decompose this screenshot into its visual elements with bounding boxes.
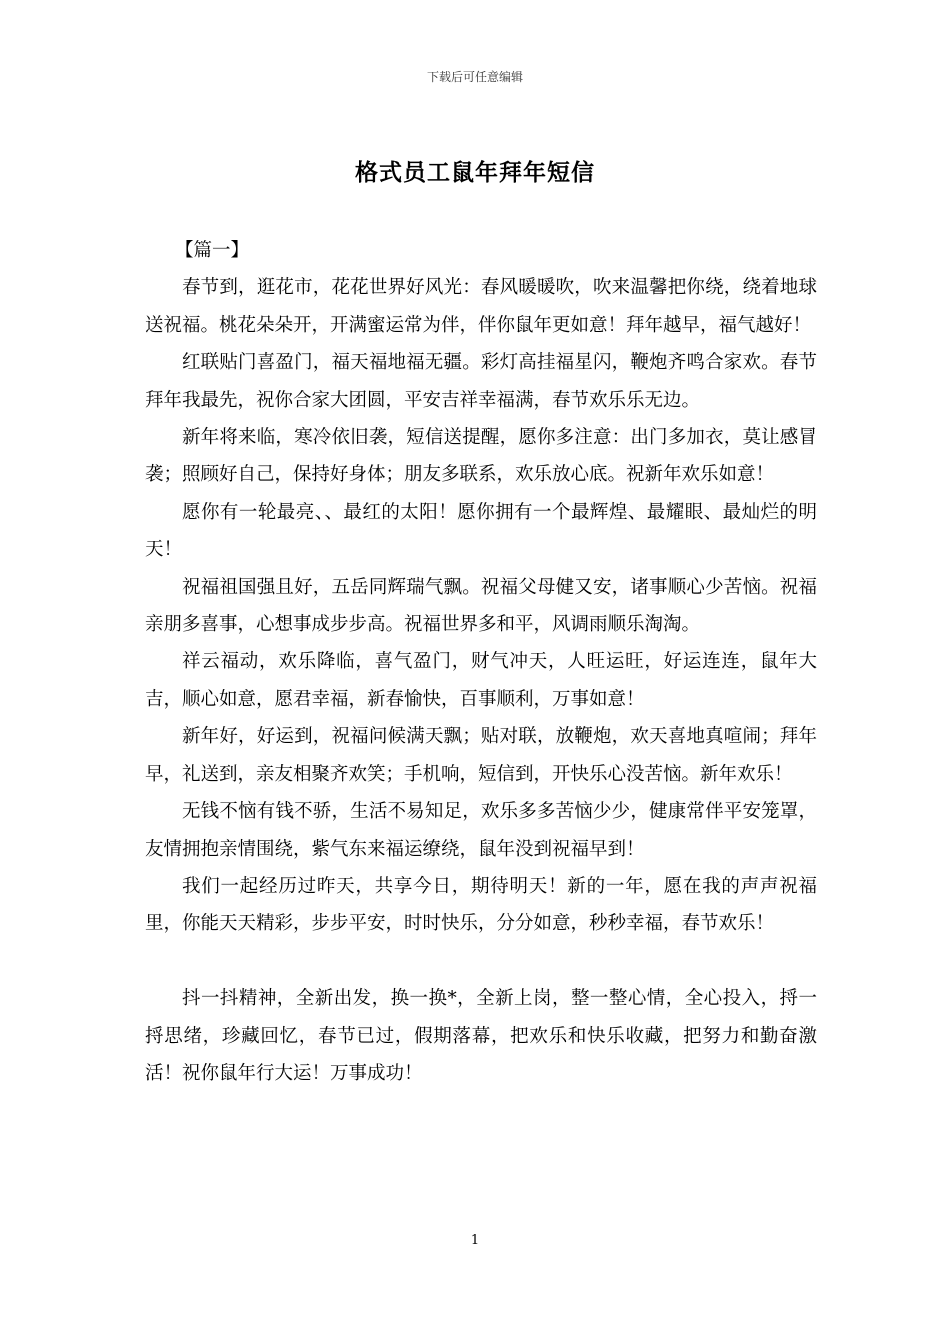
paragraph: 红联贴门喜盈门，福天福地福无疆。彩灯高挂福星闪，鞭炮齐鸣合家欢。春节拜年我最先，祝你合家大团圆，平安吉祥幸福满，春节欢乐乐无边。: [145, 352, 817, 411]
paragraph: 无钱不恼有钱不骄，生活不易知足，欢乐多多苦恼少少，健康常伴平安笼罩，友情拥抱亲情围绕，紫气东来福运缭绕，鼠年没到祝福早到！: [145, 801, 817, 860]
page-number: 1: [470, 1233, 480, 1248]
paragraph: 我们一起经历过昨天，共享今日，期待明天！新的一年，愿在我的声声祝福里，你能天天精彩，步步平安，时时快乐，分分如意，秒秒幸福，春节欢乐！: [145, 875, 817, 935]
paragraph: 春节到，逛花市，花花世界好风光：春风暖暖吹，吹来温馨把你绕，绕着地球送祝福。桃花朵朵开，开满蜜运常为伴，伴你鼠年更如意！拜年越早，福气越好！: [145, 277, 817, 336]
paragraph: 祥云福动，欢乐降临，喜气盈门，财气冲天，人旺运旺，好运连连，鼠年大吉，顺心如意，愿君幸福，新春愉快，百事顺利，万事如意！: [145, 651, 817, 710]
section-label: 【篇一】: [175, 240, 250, 261]
final-paragraph: 抖一抖精神，全新出发，换一换*，全新上岗，整一整心情，全心投入，捋一捋思绪，珍藏回忆，春节已过，假期落幕，把欢乐和快乐收藏，把努力和勤奋激活！祝你鼠年行大运！万事成功！: [145, 988, 817, 1084]
paragraph-spacer: [145, 943, 817, 980]
document-body: [145, 232, 817, 1092]
paragraph: 新年好，好运到，祝福问候满天飘；贴对联，放鞭炮，欢天喜地真喧闹；拜年早，礼送到，亲友相聚齐欢笑；手机响，短信到，开快乐心没苦恼。新年欢乐！: [145, 726, 817, 785]
paragraph: 愿你有一轮最亮、、最红的太阳！愿你拥有一个最辉煌、最耀眼、最灿烂的明天！: [145, 501, 817, 561]
paragraph: 新年将来临，寒冷依旧袭，短信送提醒，愿你多注意：出门多加衣，莫让感冒袭；照顾好自己，保持好身体；朋友多联系，欢乐放心底。祝新年欢乐如意！: [145, 427, 817, 486]
document-title: 格式员工鼠年拜年短信: [355, 159, 595, 186]
header-note: 下载后可任意编辑: [426, 70, 523, 84]
paragraph: 祝福祖国强且好，五岳同辉瑞气飘。祝福父母健又安，诸事顺心少苦恼。祝福亲朋多喜事，心想事成步步高。祝福世界多和平，风调雨顺乐淘淘。: [145, 576, 817, 636]
